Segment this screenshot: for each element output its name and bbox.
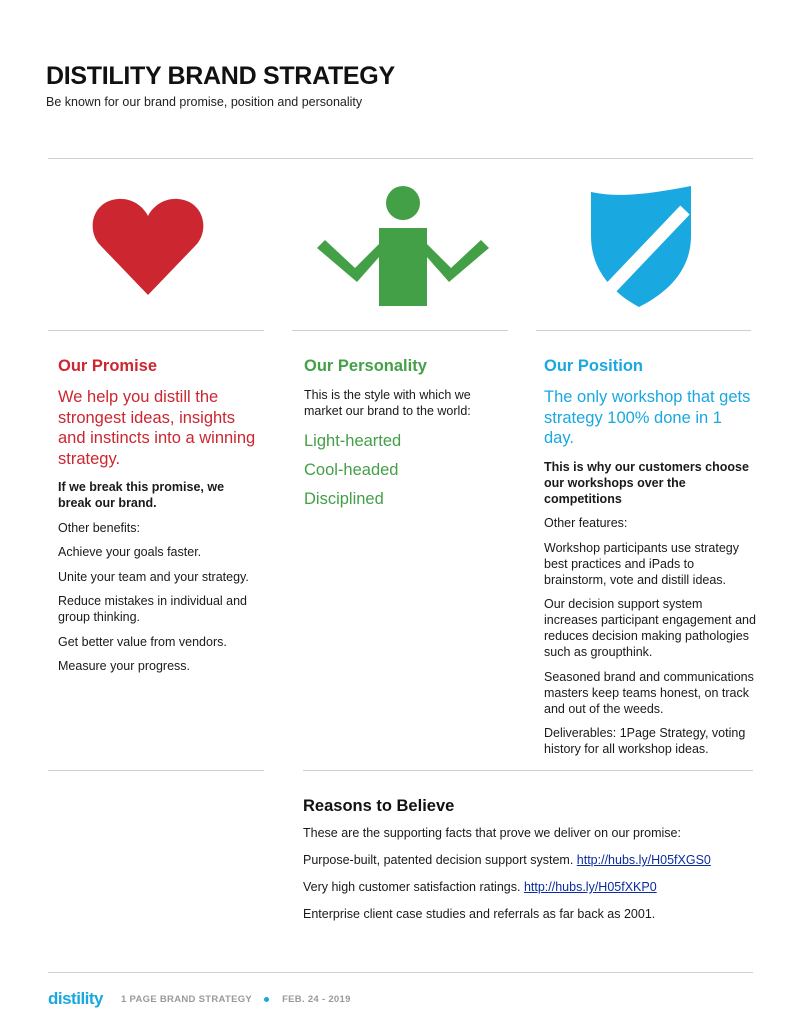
personality-divider: [292, 330, 508, 331]
promise-divider: [48, 330, 264, 331]
footer-date: FEB. 24 - 2019: [282, 993, 351, 1005]
footer-divider: [48, 972, 753, 973]
reason-link[interactable]: http://hubs.ly/H05fXGS0: [576, 853, 711, 867]
personality-column: [304, 356, 504, 518]
feature-item: Deliverables: 1Page Strategy, voting history for all workshop ideas.: [544, 726, 746, 756]
person-shrugging-icon: [311, 186, 495, 308]
position-divider: [536, 330, 751, 331]
benefit-item: Unite your team and your strategy.: [58, 569, 249, 584]
personality-heading: Our Personality: [304, 357, 427, 375]
promise-column: [58, 356, 258, 683]
benefits-label: Other benefits:: [58, 520, 140, 535]
reason-text: Very high customer satisfaction ratings.: [303, 880, 521, 894]
header-divider: [48, 158, 753, 159]
footer-doc-label: 1 PAGE BRAND STRATEGY: [121, 993, 253, 1005]
promise-warning: If we break this promise, we break our brand.: [58, 480, 225, 510]
benefit-item: Measure your progress.: [58, 659, 191, 673]
position-column: [544, 356, 756, 766]
feature-item: Workshop participants use strategy best practices and iPads to brainstorm, vote and distill ideas.: [544, 540, 740, 587]
reason-item: [303, 879, 753, 895]
position-heading: Our Position: [544, 357, 643, 375]
reasons-heading: Reasons to Believe: [303, 797, 455, 815]
shield-icon: [589, 186, 693, 308]
position-statement: The only workshop that gets strategy 100% done in 1 day.: [544, 388, 751, 447]
page-subtitle: Be known for our brand promise, position and personality: [46, 95, 363, 109]
reason-item: [303, 906, 753, 922]
personality-traits: [304, 431, 504, 509]
trait-item: Light-hearted: [304, 432, 402, 450]
benefit-item: Reduce mistakes in individual and group thinking.: [58, 594, 247, 624]
benefit-item: Get better value from vendors.: [58, 634, 227, 649]
footer-dot-icon: [264, 997, 269, 1002]
trait-item: Disciplined: [304, 490, 384, 508]
trait-item: Cool-headed: [304, 461, 399, 479]
feature-item: Seasoned brand and communications masters keep teams honest, on track and out of the weeds.: [544, 669, 754, 716]
heart-icon: [92, 196, 204, 296]
reasons-section: [303, 798, 753, 933]
benefit-item: Achieve your goals faster.: [58, 545, 202, 559]
lower-left-divider: [48, 770, 264, 771]
distility-logo: distility: [48, 989, 104, 1008]
position-why: This is why our customers choose our workshops over the competitions: [544, 459, 749, 506]
features-label: Other features:: [544, 516, 628, 530]
page-title: DISTILITY BRAND STRATEGY: [46, 62, 395, 90]
promise-statement: We help you distill the strongest ideas, insights and instincts into a winning strategy.: [58, 388, 256, 468]
personality-intro: This is the style with which we market our brand to the world:: [304, 388, 471, 418]
reason-item: [303, 852, 753, 868]
reason-text: Purpose-built, patented decision support system.: [303, 853, 574, 867]
feature-item: Our decision support system increases participant engagement and reduces decision making pathologies such as groupthink.: [544, 597, 756, 659]
reasons-divider: [303, 770, 753, 771]
promise-heading: Our Promise: [58, 357, 158, 375]
reasons-intro: These are the supporting facts that prove we deliver on our promise:: [303, 826, 681, 840]
reason-text: Enterprise client case studies and referrals as far back as 2001.: [303, 907, 656, 921]
footer: [48, 988, 351, 1010]
reason-link[interactable]: http://hubs.ly/H05fXKP0: [523, 880, 657, 894]
